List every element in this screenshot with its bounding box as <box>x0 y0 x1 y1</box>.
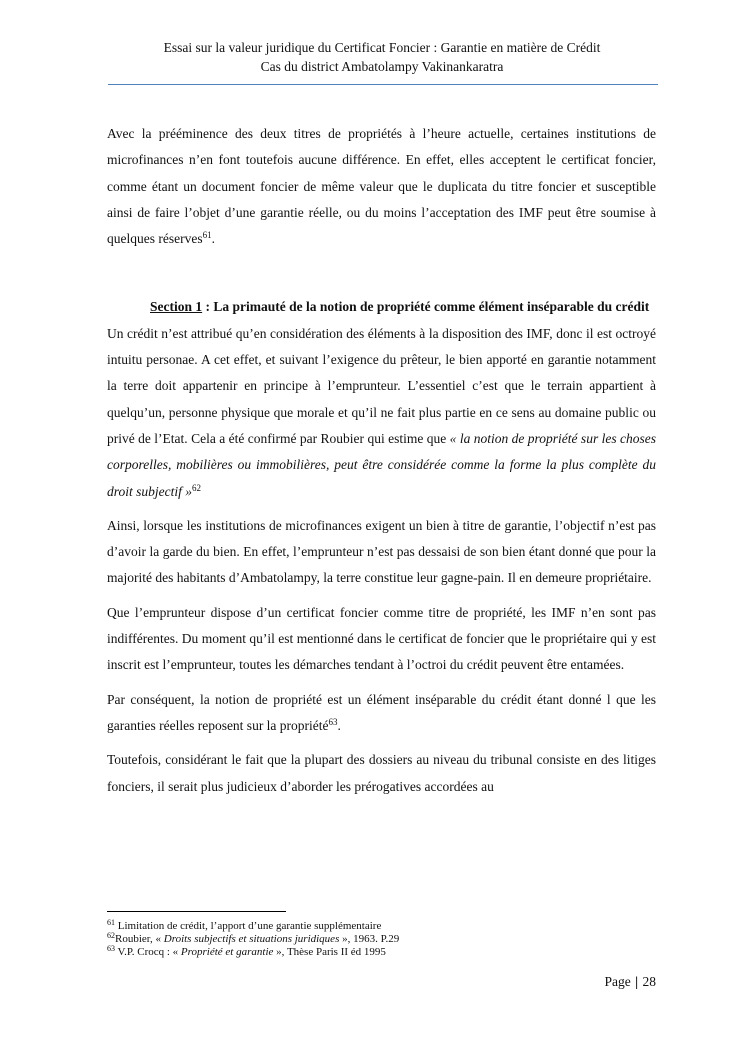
header-divider <box>108 84 658 85</box>
footnote-63: $^{63}$ V.P. Crocq : « Propriété et garantie », Thèse Paris II éd 1995 <box>107 944 386 959</box>
page-body <box>107 121 656 800</box>
footnote-ref-63: 63 <box>328 716 338 727</box>
footnote-divider <box>107 911 286 912</box>
page-separator: | <box>635 974 639 989</box>
header-title: Essai sur la valeur juridique du Certificat Foncier : Garantie en matière de Crédit <box>163 40 601 55</box>
header-subtitle: Cas du district Ambatolampy Vakinankaratra <box>260 58 504 74</box>
paragraph-consequent: Par conséquent, la notion de propriété est un élément inséparable du crédit étant donné l que les garanties réelles reposent sur la propriété$^{63}$. <box>107 691 656 733</box>
section-heading <box>107 294 656 320</box>
footnotes <box>107 920 656 960</box>
paragraph-ainsi: Ainsi, lorsque les institutions de microfinances exigent un bien à titre de garantie, l’objectif n’est pas d’avoir la garde du bien. En effet, l’emprunteur n’est pas dessaisi de son bien étant donné que pour la majorité des habitants d’Ambatolampy, la terre constitue leur gagne-pain. Il en demeure propriétaire. <box>107 517 656 586</box>
page-label: Page <box>604 974 631 989</box>
roubier-quote: « la notion de propriété sur les choses corporelles, mobilières ou immobilières, peut être considérée comme la forme la plus complète du droit subjectif » <box>107 430 656 499</box>
paragraph-intro: Avec la prééminence des deux titres de propriétés à l’heure actuelle, certaines institutions de microfinances n’en font toutefois aucune différence. En effet, elles acceptent le certificat foncier, comme étant un document foncier de même valeur que le duplicata du titre foncier et susceptible ainsi de faire l’objet d’une garantie réelle, ou du moins l’acceptation des IMF peut être soumise à quelques réserves$^{61}$. <box>107 126 656 247</box>
page-number: 28 <box>642 974 656 989</box>
paragraph-toutefois: Toutefois, considérant le fait que la plupart des dossiers au niveau du tribunal consiste en des litiges fonciers, il serait plus judicieux d’aborder les prérogatives accordées au <box>107 752 656 794</box>
footnote-ref-61: 61 <box>202 230 212 241</box>
footnote-ref-62: 62 <box>192 482 201 493</box>
footnote-61: $^{61}$ Limitation de crédit, l’apport d’une garantie supplémentaire <box>107 918 382 932</box>
footnote-62: $^{62}$Roubier, « Droits subjectifs et situations juridiques », 1963. P.29 <box>107 931 400 946</box>
section-label: Section 1 <box>150 299 203 315</box>
page-footer <box>605 974 656 990</box>
paragraph-credit: Un crédit n’est attribué qu’en considération des éléments à la disposition des IMF, donc il est octroyé intuitu personae. A cet effet, et suivant l’exigence du prêteur, le bien apporté en garantie notamment la terre doit appartenir en principe à l’emprunteur. L’essentiel c’est que le terrain appartient à quelqu’un, personne physique que morale et qu’il ne fait plus partie en ce sens au domaine public ou privé de l’Etat. Cela a été confirmé par Roubier qui estime que « la notion de propriété sur les choses corporelles, mobilières ou immobilières, peut être considérée comme la forme la plus complète du droit subjectif »$^{62}$ <box>107 325 656 499</box>
paragraph-emprunteur: Que l’emprunteur dispose d’un certificat foncier comme titre de propriété, les IMF n’en sont pas indifférentes. Du moment qu’il est mentionné dans le certificat de foncier que le propriétaire qui y est inscrit est l’emprunteur, toutes les démarches tendant à l’octroi du crédit peuvent être entamées. <box>107 604 656 673</box>
running-header <box>108 39 656 76</box>
section-title: : La primauté de la notion de propriété comme élément inséparable du crédit <box>202 299 650 315</box>
